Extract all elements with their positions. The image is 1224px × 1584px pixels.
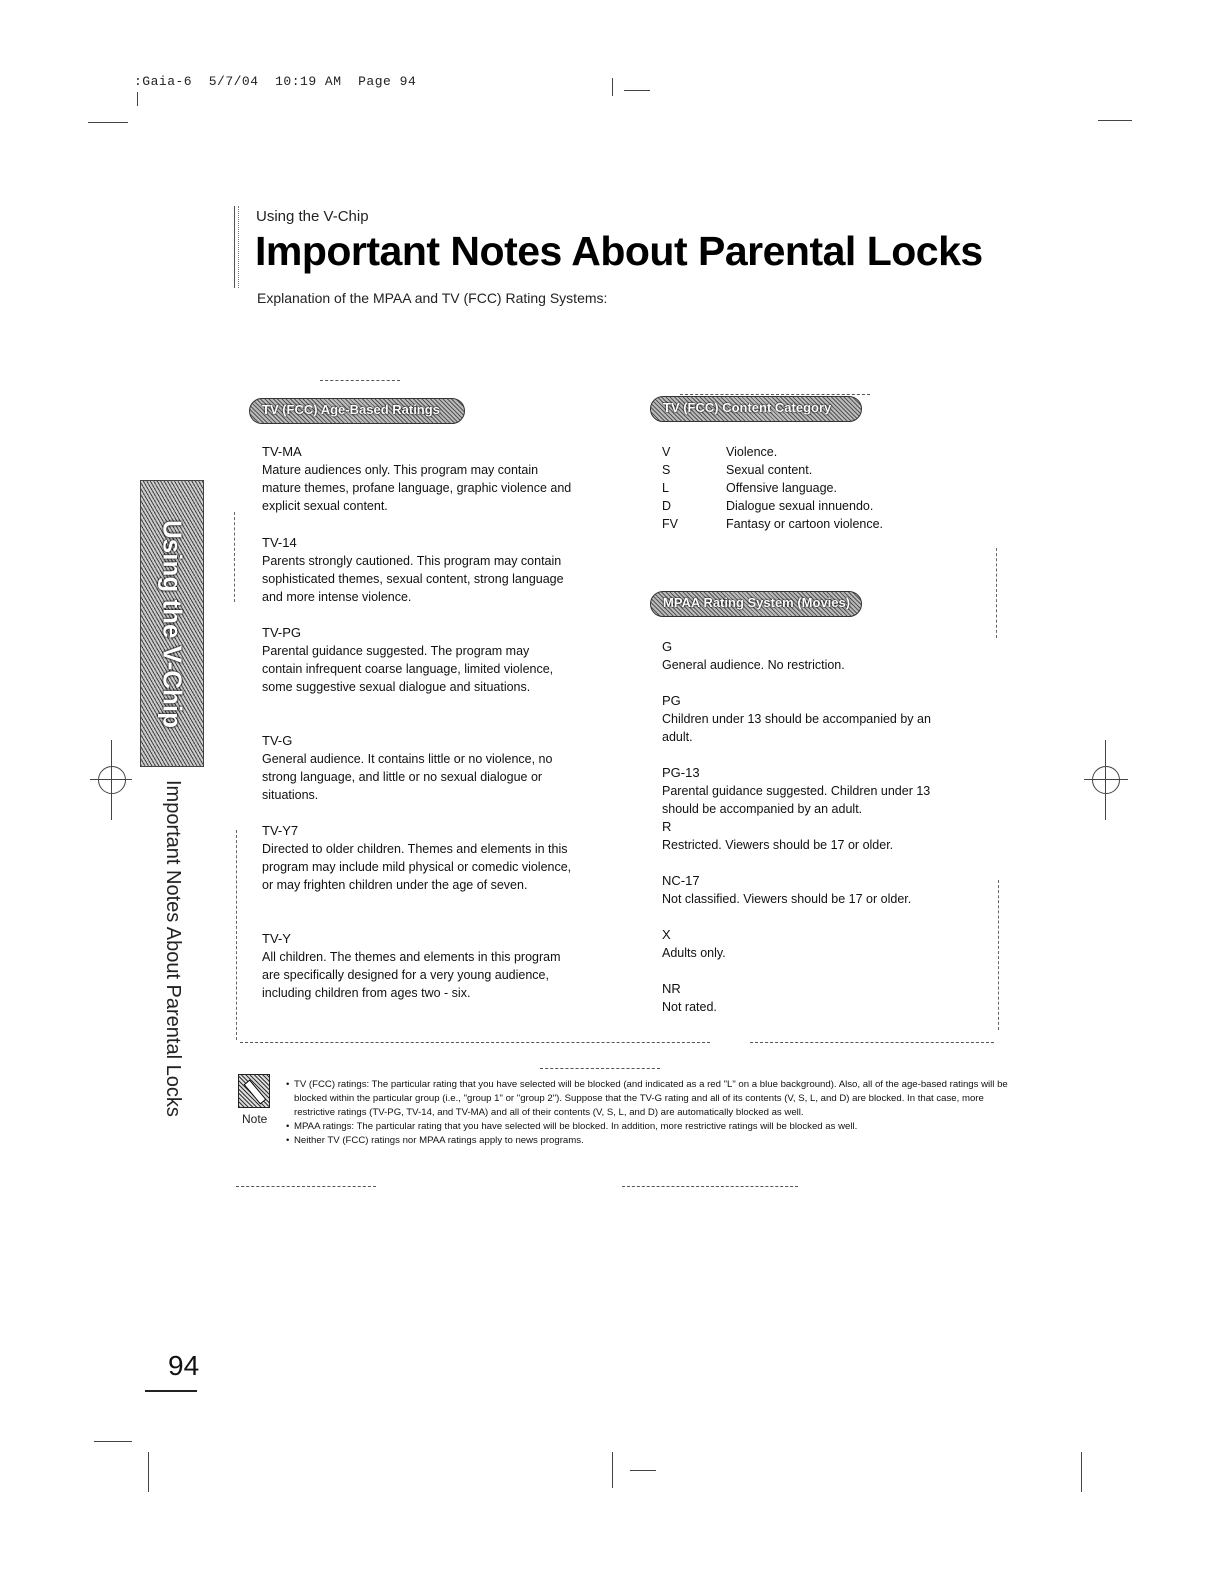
rating-code: G [662,639,673,654]
crop-mark [148,1452,149,1492]
crop-mark [88,122,128,123]
rating-code: TV-14 [262,535,297,550]
side-tab [140,480,204,767]
category-description: Dialogue sexual innuendo. [726,499,874,513]
crop-mark [137,92,138,106]
frame-border-top [320,380,400,381]
print-slug: :Gaia-6 5/7/04 10:19 AM Page 94 [134,74,417,89]
note-border-bottom [236,1186,376,1187]
rating-description: Parental guidance suggested. Children under 13 should be accompanied by an adult. [662,784,931,816]
rating-code: NC-17 [662,873,700,888]
rating-description: Parental guidance suggested. The program may contain infrequent coarse language, limited violence, some suggestive sexual dialogue and situations. [262,644,554,694]
rating-code: PG-13 [662,765,700,780]
frame-border-top [680,394,870,395]
rating-tv-g [262,732,572,804]
category-description: Offensive language. [726,481,837,495]
crop-mark [630,1470,656,1471]
section-label: Using the V-Chip [256,208,369,225]
rating-description: Parents strongly cautioned. This program may contain sophisticated themes, sexual content, strong language and more intense violence. [262,554,564,604]
crop-mark [612,1452,613,1488]
category-code: FV [662,517,678,531]
note-border-top [540,1068,660,1069]
rating-description: Children under 13 should be accompanied by an adult. [662,712,931,744]
mpaa-nr [662,980,962,1016]
frame-border-right [996,548,997,638]
mpaa-nc-17 [662,872,962,908]
category-code: V [662,445,671,459]
registration-mark [1084,779,1128,780]
rating-description: Restricted. Viewers should be 17 or older. [662,838,894,852]
side-caption-text: Important Notes About Parental Locks [162,780,184,1117]
rating-code: TV-Y7 [262,823,299,838]
content-category-heading: TV (FCC) Content Category [650,396,862,422]
category-code: L [662,481,669,495]
page-title: Important Notes About Parental Locks [255,228,983,274]
side-caption [156,780,196,1140]
rating-description: Directed to older children. Themes and elements in this program may include mild physical or comedic violence, or may frighten children under the age of seven. [262,842,572,892]
frame-border-bottom [240,1042,710,1043]
rating-description: Not classified. Viewers should be 17 or older. [662,892,912,906]
registration-mark [98,766,126,794]
mpaa-r [662,818,962,854]
rating-description: General audience. It contains little or no violence, no strong language, and little or no sexual dialogue or situations. [262,752,553,802]
side-tab-label: Using the V-Chip [157,519,188,728]
page-number: 94 [168,1350,200,1381]
crop-mark [612,78,613,96]
frame-border-bottom [750,1042,994,1043]
registration-mark [1092,766,1120,794]
note-item: • Neither TV (FCC) ratings nor MPAA ratings apply to news programs. [286,1134,1026,1148]
rating-description: All children. The themes and elements in this program are specifically designed for a very young audience, including children from ages two - six. [262,950,561,1000]
age-based-ratings-heading: TV (FCC) Age-Based Ratings [249,398,465,424]
category-description: Violence. [726,445,778,459]
rating-description: General audience. No restriction. [662,658,845,672]
crop-mark [624,90,650,91]
mpaa-rating-heading: MPAA Rating System (Movies) [650,591,862,617]
rating-description: Mature audiences only. This program may contain mature themes, profane language, graphic violence and explicit sexual content. [262,463,572,513]
frame-border-left [236,830,237,1040]
registration-mark [1105,740,1106,820]
category-description: Sexual content. [726,463,813,477]
rating-code: TV-MA [262,444,302,459]
rating-tv-14 [262,534,572,606]
mpaa-g [662,638,962,674]
note-pencil-icon [238,1074,270,1108]
note-list [286,1078,1026,1148]
rating-code: TV-Y [262,931,291,946]
frame-border-right [998,880,999,1030]
category-code: D [662,499,672,513]
rating-code: TV-PG [262,625,302,640]
mpaa-pg-13 [662,764,962,818]
rating-description: Adults only. [662,946,726,960]
frame-border-left [234,512,235,602]
note-label: Note [242,1112,268,1126]
rating-tv-y7 [262,822,572,894]
note-item: • MPAA ratings: The particular rating that you have selected will be blocked. In addition, more restrictive ratings will be blocked as well. [286,1120,1026,1134]
mpaa-pg [662,692,962,746]
crop-mark [1098,120,1132,121]
crop-mark [94,1441,132,1442]
category-code: S [662,463,671,477]
rating-code: TV-G [262,733,293,748]
rating-code: R [662,819,672,834]
page-number-rule [145,1390,197,1392]
page-subtitle: Explanation of the MPAA and TV (FCC) Rating Systems: [257,290,608,306]
registration-mark [111,740,112,820]
note-border-bottom [622,1186,798,1187]
rating-description: Not rated. [662,1000,717,1014]
rating-code: PG [662,693,681,708]
category-description: Fantasy or cartoon violence. [726,517,884,531]
rating-tv-ma [262,443,572,515]
rating-tv-y [262,930,572,1002]
rating-tv-pg [262,624,572,696]
note-item: • TV (FCC) ratings: The particular rating that you have selected will be blocked (and indicated as a red "L" on a blue background). Also, all of the age-based ratings will be blocked within the particular group (i.e., "group 1" or "group 2"). Suppose that the TV-G rating and all of its contents (V, S, L, and D) are blocked. In that case, more restrictive ratings (TV-PG, TV-14, and TV-MA) and all of their contents (V, S, L, and D) are automatically blocked as well. [286,1078,1026,1120]
title-accent-bar [234,206,239,288]
rating-code: X [662,927,671,942]
crop-mark [1081,1452,1082,1492]
rating-code: NR [662,981,681,996]
mpaa-x [662,926,962,962]
